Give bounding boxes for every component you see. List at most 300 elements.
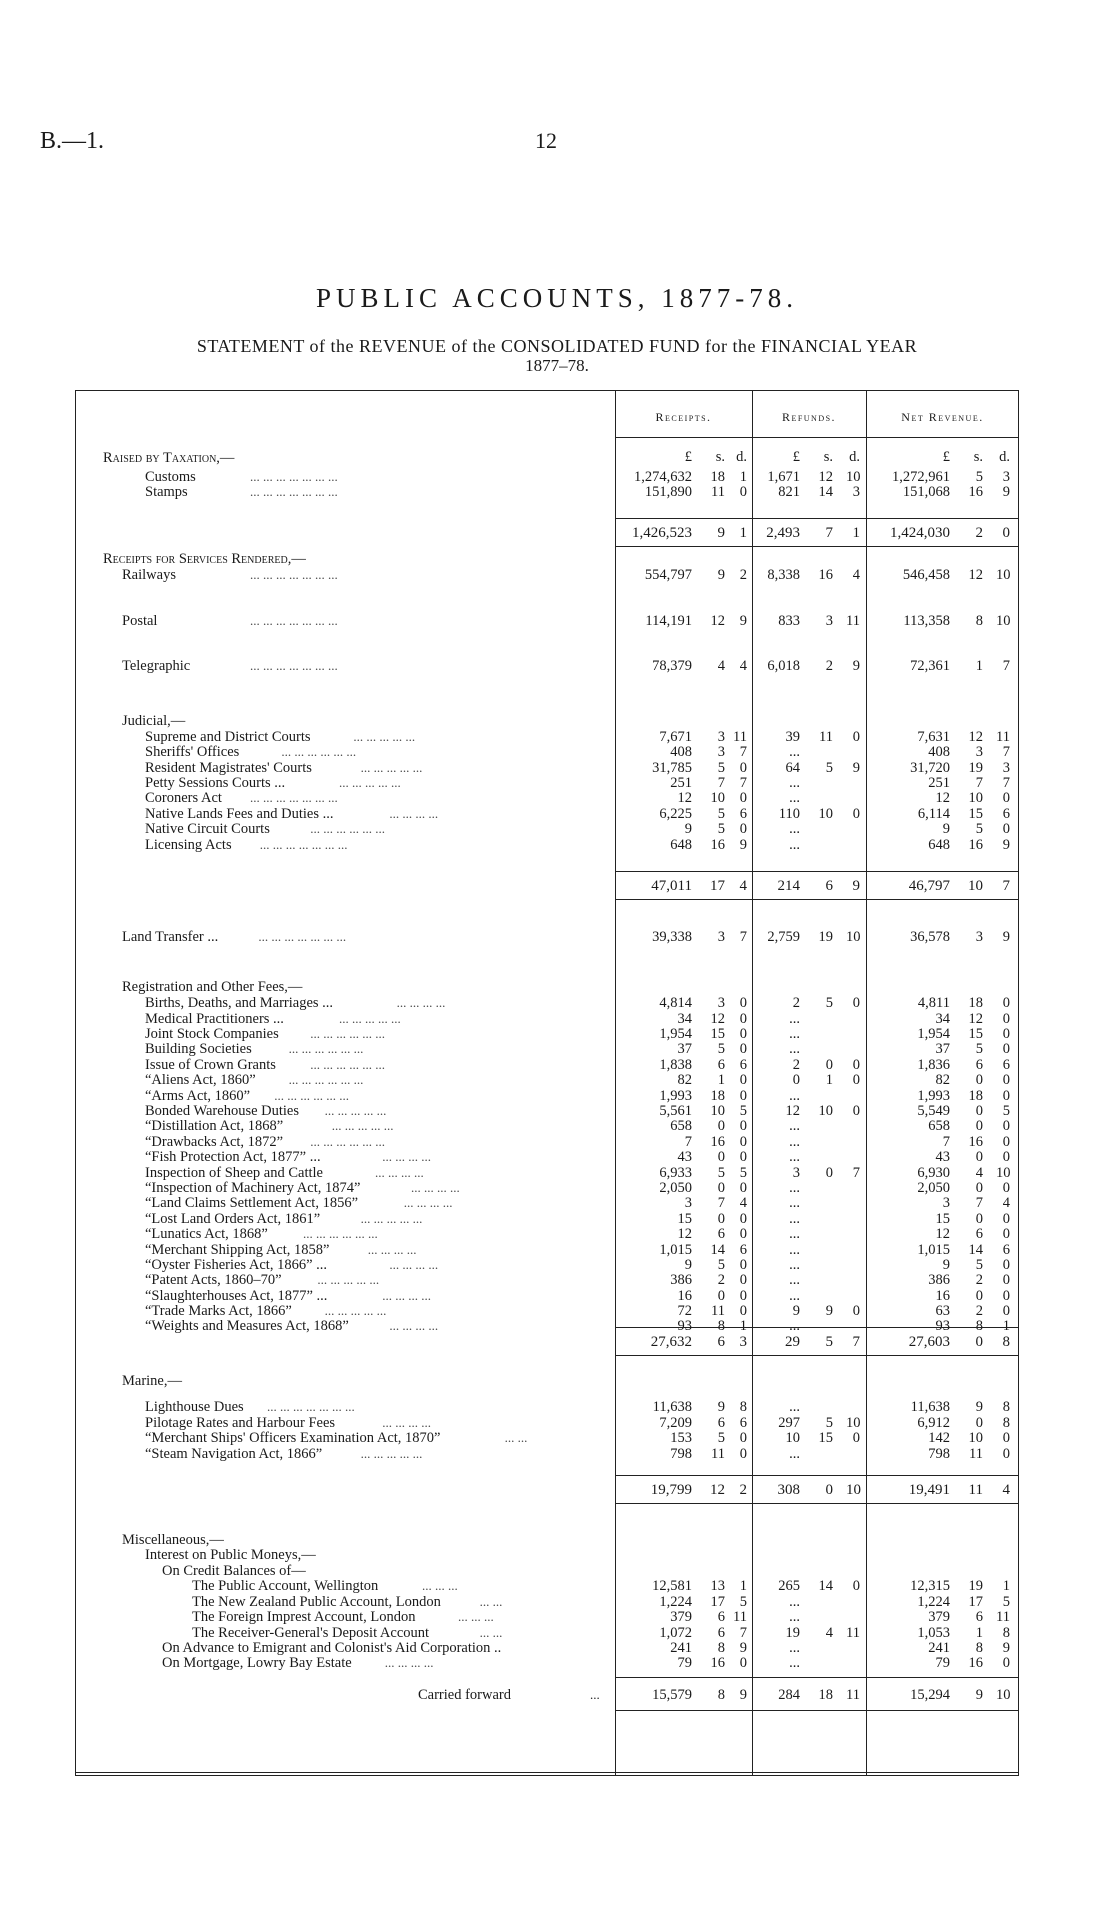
receipts-shillings: 5	[717, 821, 725, 837]
receipts-pounds: 151,890	[644, 484, 692, 500]
net-revenue-pounds: 408	[928, 744, 950, 760]
refunds-pounds: 2,493	[766, 525, 800, 541]
table-row	[0, 1446, 1114, 1462]
refunds-pence: 7	[852, 1334, 860, 1350]
table-row	[0, 1072, 1114, 1088]
receipts-pounds: 554,797	[644, 567, 692, 583]
table-row	[0, 1041, 1114, 1057]
net-revenue-shillings: 12	[968, 1011, 983, 1027]
row-label: Native Lands Fees and Duties ...	[145, 806, 334, 822]
net-revenue-shillings: 8	[975, 1640, 983, 1656]
receipts-shillings: 4	[717, 658, 725, 674]
row-label: “Lunatics Act, 1868”	[145, 1226, 268, 1242]
row-label: “Aliens Act, 1860”	[145, 1072, 256, 1088]
receipts-shillings: 8	[717, 1318, 725, 1334]
net-revenue-pounds: 36,578	[910, 929, 950, 945]
table-row	[0, 1195, 1114, 1211]
receipts-shillings: 6	[717, 1057, 725, 1073]
subtotal-rule	[615, 1475, 1019, 1476]
receipts-shillings: 11	[711, 484, 725, 500]
table-row	[0, 1211, 1114, 1227]
receipts-pounds: 12	[677, 1226, 692, 1242]
refunds-pence: 7	[852, 1165, 860, 1181]
receipts-pounds: 31,785	[652, 760, 692, 776]
net-revenue-shillings: 16	[968, 484, 983, 500]
dot-leader: ... ... ... ...	[389, 1257, 439, 1272]
net-revenue-pounds: 4,811	[917, 995, 950, 1011]
net-revenue-pence: 0	[1002, 1149, 1010, 1165]
receipts-shillings: 7	[717, 775, 725, 791]
section-label: Registration and Other Fees,—	[122, 979, 303, 995]
row-label: Railways	[122, 567, 176, 583]
receipts-pounds: 7	[684, 1134, 692, 1150]
row-label: “Lost Land Orders Act, 1861”	[145, 1211, 321, 1227]
refunds-shillings: 19	[818, 929, 833, 945]
row-label: “Merchant Shipping Act, 1858”	[145, 1242, 330, 1258]
row-label: “Fish Protection Act, 1877” ...	[145, 1149, 321, 1165]
net-revenue-pence: 9	[1002, 929, 1010, 945]
refunds-pounds: ...	[789, 1041, 800, 1057]
section-label: Miscellaneous,—	[122, 1532, 224, 1548]
net-revenue-pence: 6	[1002, 806, 1010, 822]
dot-leader: ... ... ... ... ... ...	[310, 1026, 385, 1041]
refunds-shillings: 11	[819, 729, 833, 745]
receipts-shillings: 9	[717, 567, 725, 583]
row-label: Telegraphic	[122, 658, 191, 674]
receipts-pounds: 1,954	[659, 1026, 692, 1042]
subtotal-rule	[615, 1677, 1019, 1678]
net-revenue-pence: 11	[996, 729, 1010, 745]
receipts-pounds: 1,224	[659, 1594, 692, 1610]
refunds-pounds: 10	[785, 1430, 800, 1446]
refunds-pence: 1	[852, 525, 860, 541]
net-revenue-pence: 10	[996, 1687, 1011, 1703]
net-revenue-pounds: 34	[935, 1011, 950, 1027]
receipts-pounds: 4,814	[659, 995, 692, 1011]
row-label: “Trade Marks Act, 1866”	[145, 1303, 292, 1319]
dot-leader: ... ... ... ... ...	[317, 1272, 380, 1287]
net-revenue-pence: 11	[996, 1609, 1010, 1625]
receipts-shillings: 6	[717, 1334, 725, 1350]
net-revenue-pounds: 5,549	[917, 1103, 950, 1119]
net-revenue-shillings: 18	[968, 1088, 983, 1104]
dot-leader: ... ... ... ...	[375, 1165, 424, 1180]
receipts-pounds: 386	[670, 1272, 692, 1288]
refunds-pounds: 284	[778, 1687, 800, 1703]
dot-leader: ...	[590, 1687, 600, 1702]
table-row	[0, 1226, 1114, 1242]
net-revenue-shillings: 6	[975, 1057, 983, 1073]
net-revenue-shillings: 14	[968, 1242, 983, 1258]
net-revenue-pence: 3	[1002, 760, 1010, 776]
table-row	[0, 1609, 1114, 1625]
dot-leader: ... ... ... ...	[389, 806, 439, 821]
receipts-pounds: 16	[677, 1288, 692, 1304]
row-label: Births, Deaths, and Marriages ...	[145, 995, 334, 1011]
receipts-pence: 7	[739, 775, 747, 791]
row-label: On Mortgage, Lowry Bay Estate	[162, 1655, 352, 1671]
receipts-pounds: 241	[670, 1640, 692, 1656]
row-label: “Land Claims Settlement Act, 1856”	[145, 1195, 359, 1211]
refunds-shillings: 10	[818, 806, 833, 822]
dot-leader: ... ... ... ... ... ...	[288, 1041, 364, 1056]
net-revenue-pence: 0	[1002, 1041, 1010, 1057]
receipts-pence: 0	[739, 1088, 747, 1104]
net-revenue-shillings: 17	[968, 1594, 983, 1610]
receipts-pounds: 9	[684, 1257, 692, 1273]
receipts-shillings: 2	[717, 1272, 725, 1288]
net-revenue-pence: 6	[1002, 1057, 1010, 1073]
row-label: “Arms Act, 1860”	[145, 1088, 251, 1104]
row-label: Lighthouse Dues	[145, 1399, 244, 1415]
table-row	[0, 1687, 1114, 1703]
net-revenue-pence: 8	[1002, 1399, 1010, 1415]
net-revenue-pence: 0	[1002, 1272, 1010, 1288]
refunds-pounds: 297	[778, 1415, 800, 1431]
net-revenue-pounds: 2,050	[917, 1180, 950, 1196]
refunds-pounds: ...	[789, 1272, 800, 1288]
section-label: On Credit Balances of—	[162, 1563, 306, 1579]
refunds-pounds: ...	[789, 1211, 800, 1227]
receipts-pence: 0	[739, 1180, 747, 1196]
net-revenue-pounds: 6,930	[917, 1165, 950, 1181]
receipts-pounds: 15,579	[652, 1687, 692, 1703]
table-row	[0, 613, 1114, 629]
net-revenue-pounds: 9	[942, 821, 950, 837]
receipts-pence: 0	[739, 1134, 747, 1150]
table-row	[0, 1134, 1114, 1150]
row-label: “Oyster Fisheries Act, 1866” ...	[145, 1257, 328, 1273]
net-revenue-pence: 0	[1002, 1430, 1010, 1446]
net-revenue-pounds: 1,272,961	[892, 469, 950, 485]
section-label: Judicial,—	[122, 713, 186, 729]
refunds-shillings: 9	[825, 1303, 833, 1319]
net-revenue-pence: 9	[1002, 484, 1010, 500]
refunds-pence: 0	[852, 1303, 860, 1319]
net-revenue-pounds: 12	[935, 1226, 950, 1242]
dot-leader: ... ... ... ... ... ...	[281, 744, 357, 759]
table-row	[0, 1118, 1114, 1134]
receipts-pence: 0	[739, 1118, 747, 1134]
net-revenue-shillings: 16	[968, 837, 983, 853]
net-revenue-pence: 7	[1002, 775, 1010, 791]
receipts-shillings: 16	[710, 1134, 725, 1150]
subtotal-row	[0, 1482, 1114, 1498]
net-revenue-pounds: 15	[935, 1211, 950, 1227]
refunds-pounds: 833	[778, 613, 800, 629]
refunds-pence: 9	[852, 878, 860, 894]
net-revenue-shillings: 16	[968, 1134, 983, 1150]
subtotal-rule	[615, 1355, 1019, 1356]
receipts-pounds: 3	[684, 1195, 692, 1211]
receipts-pounds: 153	[670, 1430, 692, 1446]
dot-leader: ... ... ... ... ...	[360, 760, 423, 775]
refunds-shillings: 2	[825, 658, 833, 674]
receipts-pounds: 798	[670, 1446, 692, 1462]
column-header-receipts: Receipts.	[655, 410, 712, 424]
net-revenue-shillings: 18	[968, 995, 983, 1011]
pound-unit: £	[792, 449, 800, 465]
net-revenue-pounds: 79	[935, 1655, 950, 1671]
document-reference: B.—1.	[40, 128, 105, 154]
table-row	[0, 1430, 1114, 1446]
net-revenue-shillings: 9	[975, 1687, 983, 1703]
section-label: Raised by Taxation,—	[103, 450, 235, 466]
table-row	[0, 1026, 1114, 1042]
refunds-pence: 11	[846, 613, 860, 629]
receipts-shillings: 15	[710, 1026, 725, 1042]
receipts-pence: 5	[739, 1594, 747, 1610]
receipts-pence: 8	[739, 1399, 747, 1415]
net-revenue-pounds: 72,361	[910, 658, 950, 674]
table-row	[0, 821, 1114, 837]
table-row	[0, 567, 1114, 583]
net-revenue-pounds: 113,358	[903, 613, 950, 629]
receipts-shillings: 6	[717, 1609, 725, 1625]
refunds-pounds: 110	[778, 806, 800, 822]
refunds-pounds: ...	[789, 1609, 800, 1625]
net-revenue-shillings: 3	[975, 744, 983, 760]
table-row	[0, 1594, 1114, 1610]
net-revenue-pounds: 63	[935, 1303, 950, 1319]
receipts-pounds: 6,225	[659, 806, 692, 822]
net-revenue-shillings: 1	[975, 1625, 983, 1641]
receipts-shillings: 17	[710, 878, 725, 894]
net-revenue-pence: 8	[1002, 1415, 1010, 1431]
refunds-pounds: 19	[785, 1625, 800, 1641]
receipts-pounds: 1,015	[659, 1242, 692, 1258]
receipts-pounds: 78,379	[652, 658, 692, 674]
refunds-shillings: 1	[825, 1072, 833, 1088]
net-revenue-pounds: 46,797	[908, 878, 950, 894]
table-row	[0, 760, 1114, 776]
net-revenue-shillings: 0	[975, 1149, 983, 1165]
net-revenue-shillings: 0	[975, 1072, 983, 1088]
receipts-pence: 0	[739, 1272, 747, 1288]
refunds-pence: 10	[846, 1415, 861, 1431]
refunds-shillings: 6	[825, 878, 833, 894]
table-row	[0, 1415, 1114, 1431]
net-revenue-pounds: 1,993	[917, 1088, 950, 1104]
receipts-pounds: 7,209	[659, 1415, 692, 1431]
receipts-pence: 6	[739, 1415, 747, 1431]
net-revenue-pounds: 6,912	[917, 1415, 950, 1431]
receipts-pence: 0	[739, 1655, 747, 1671]
receipts-pence: 5	[739, 1165, 747, 1181]
refunds-pounds: ...	[789, 1118, 800, 1134]
table-row	[0, 1103, 1114, 1119]
receipts-pounds: 72	[677, 1303, 692, 1319]
net-revenue-pounds: 1,424,030	[890, 525, 950, 541]
net-revenue-pence: 9	[1002, 837, 1010, 853]
net-revenue-pounds: 546,458	[902, 567, 950, 583]
refunds-pounds: ...	[789, 1655, 800, 1671]
table-row	[0, 1272, 1114, 1288]
receipts-pounds: 19,799	[650, 1482, 692, 1498]
receipts-shillings: 13	[710, 1578, 725, 1594]
section-heading	[0, 450, 1114, 466]
row-label: Sheriffs' Offices	[145, 744, 240, 760]
net-revenue-pence: 7	[1002, 744, 1010, 760]
table-row	[0, 1011, 1114, 1027]
net-revenue-pence: 0	[1002, 1303, 1010, 1319]
receipts-shillings: 8	[717, 1640, 725, 1656]
receipts-pounds: 1,993	[659, 1088, 692, 1104]
receipts-pence: 2	[739, 1482, 747, 1498]
refunds-pounds: 1,671	[767, 469, 800, 485]
pence-unit: d.	[736, 449, 747, 465]
row-label: Supreme and District Courts	[145, 729, 311, 745]
dot-leader: ... ... ... ... ... ... ...	[250, 567, 338, 582]
refunds-pounds: 821	[778, 484, 800, 500]
table-row	[0, 1625, 1114, 1641]
row-label: Coroners Act	[145, 790, 222, 806]
refunds-pounds: ...	[789, 1594, 800, 1610]
net-revenue-pounds: 142	[928, 1430, 950, 1446]
refunds-pounds: ...	[789, 790, 800, 806]
receipts-shillings: 0	[717, 1180, 725, 1196]
pound-unit: £	[684, 449, 692, 465]
refunds-pence: 11	[846, 1625, 860, 1641]
receipts-pence: 0	[739, 1257, 747, 1273]
table-row	[0, 1303, 1114, 1319]
section-heading	[0, 1532, 1114, 1548]
receipts-pounds: 379	[670, 1609, 692, 1625]
refunds-pence: 0	[852, 1072, 860, 1088]
receipts-pounds: 12,581	[652, 1578, 692, 1594]
receipts-pounds: 79	[677, 1655, 692, 1671]
receipts-pence: 0	[739, 995, 747, 1011]
row-label: Medical Practitioners ...	[145, 1011, 284, 1027]
net-revenue-pounds: 251	[928, 775, 950, 791]
receipts-shillings: 6	[717, 1625, 725, 1641]
net-revenue-shillings: 10	[968, 878, 983, 894]
dot-leader: ... ... ... ...	[396, 995, 446, 1010]
net-revenue-pounds: 386	[928, 1272, 950, 1288]
net-revenue-pounds: 43	[935, 1149, 950, 1165]
net-revenue-pence: 0	[1002, 995, 1010, 1011]
net-revenue-pence: 0	[1002, 1226, 1010, 1242]
dot-leader: ... ... ... ...	[403, 1195, 453, 1210]
row-label: Stamps	[145, 484, 188, 500]
net-revenue-shillings: 0	[975, 1118, 983, 1134]
dot-leader: ... ...	[479, 1625, 503, 1640]
table-row	[0, 469, 1114, 485]
receipts-pounds: 7,671	[659, 729, 692, 745]
receipts-pence: 7	[739, 929, 747, 945]
receipts-pence: 0	[739, 1072, 747, 1088]
statement-subtitle: STATEMENT of the REVENUE of the CONSOLIDATED FUND for the FINANCIAL YEAR	[196, 336, 918, 356]
refunds-pence: 3	[852, 484, 860, 500]
row-label: “Weights and Measures Act, 1868”	[145, 1318, 349, 1334]
net-revenue-shillings: 15	[968, 1026, 983, 1042]
net-revenue-pounds: 241	[928, 1640, 950, 1656]
refunds-pounds: 9	[792, 1303, 800, 1319]
net-revenue-pounds: 12	[935, 790, 950, 806]
receipts-pence: 9	[739, 613, 747, 629]
receipts-pence: 4	[739, 878, 747, 894]
net-revenue-shillings: 0	[975, 1103, 983, 1119]
dot-leader: ... ... ... ...	[367, 1242, 417, 1257]
refunds-pounds: ...	[789, 1134, 800, 1150]
receipts-pence: 3	[739, 1334, 747, 1350]
receipts-shillings: 14	[710, 1242, 725, 1258]
net-revenue-pence: 0	[1002, 525, 1010, 541]
row-label: “Patent Acts, 1860–70”	[145, 1272, 282, 1288]
net-revenue-pence: 4	[1002, 1482, 1010, 1498]
net-revenue-pence: 0	[1002, 1088, 1010, 1104]
refunds-pounds: 0	[792, 1072, 800, 1088]
row-label: Native Circuit Courts	[145, 821, 270, 837]
dot-leader: ... ... ... ...	[382, 1415, 431, 1430]
receipts-pence: 0	[739, 484, 747, 500]
receipts-pence: 11	[733, 729, 747, 745]
receipts-shillings: 3	[717, 929, 725, 945]
row-label: Carried forward	[418, 1687, 511, 1703]
net-revenue-shillings: 12	[968, 567, 983, 583]
receipts-shillings: 9	[717, 1399, 725, 1415]
receipts-pence: 0	[739, 1226, 747, 1242]
receipts-shillings: 8	[717, 1687, 725, 1703]
row-label: “Merchant Ships' Officers Examination Act, 1870”	[145, 1430, 441, 1446]
section-heading	[0, 713, 1114, 729]
net-revenue-shillings: 5	[975, 821, 983, 837]
table-row	[0, 806, 1114, 822]
refunds-pounds: ...	[789, 1180, 800, 1196]
refunds-shillings: 18	[818, 1687, 833, 1703]
receipts-pounds: 1,838	[659, 1057, 692, 1073]
pence-unit: d.	[849, 449, 860, 465]
statement-year: 1877–78.	[525, 356, 589, 375]
row-label: “Drawbacks Act, 1872”	[145, 1134, 284, 1150]
net-revenue-pence: 0	[1002, 1655, 1010, 1671]
table-row	[0, 929, 1114, 945]
row-label: Building Societies	[145, 1041, 252, 1057]
receipts-pence: 0	[739, 1026, 747, 1042]
net-revenue-pounds: 658	[928, 1118, 950, 1134]
receipts-pence: 0	[739, 1211, 747, 1227]
refunds-pence: 10	[846, 1482, 861, 1498]
receipts-pence: 7	[739, 744, 747, 760]
refunds-pence: 11	[846, 1687, 860, 1703]
dot-leader: ... ... ...	[458, 1609, 494, 1624]
dot-leader: ... ... ... ... ...	[324, 1103, 387, 1118]
net-revenue-pounds: 1,053	[917, 1625, 950, 1641]
receipts-pounds: 12	[677, 790, 692, 806]
receipts-shillings: 12	[710, 1011, 725, 1027]
row-label: Resident Magistrates' Courts	[145, 760, 312, 776]
receipts-shillings: 10	[710, 1103, 725, 1119]
refunds-pounds: 2	[792, 995, 800, 1011]
dot-leader: ... ...	[479, 1594, 503, 1609]
page-number: 12	[535, 128, 557, 153]
net-revenue-shillings: 10	[968, 790, 983, 806]
refunds-pence: 4	[852, 567, 860, 583]
refunds-pence: 9	[852, 658, 860, 674]
receipts-pence: 4	[739, 658, 747, 674]
receipts-pence: 6	[739, 1242, 747, 1258]
table-row	[0, 1242, 1114, 1258]
net-revenue-shillings: 0	[975, 1180, 983, 1196]
net-revenue-pence: 6	[1002, 1242, 1010, 1258]
net-revenue-shillings: 7	[975, 775, 983, 791]
net-revenue-pence: 0	[1002, 1072, 1010, 1088]
refunds-pence: 10	[846, 469, 861, 485]
dot-leader: ... ... ... ...	[411, 1180, 460, 1195]
net-revenue-pence: 0	[1002, 1026, 1010, 1042]
pound-unit: £	[942, 449, 950, 465]
dot-leader: ... ... ... ... ... ...	[274, 1088, 349, 1103]
